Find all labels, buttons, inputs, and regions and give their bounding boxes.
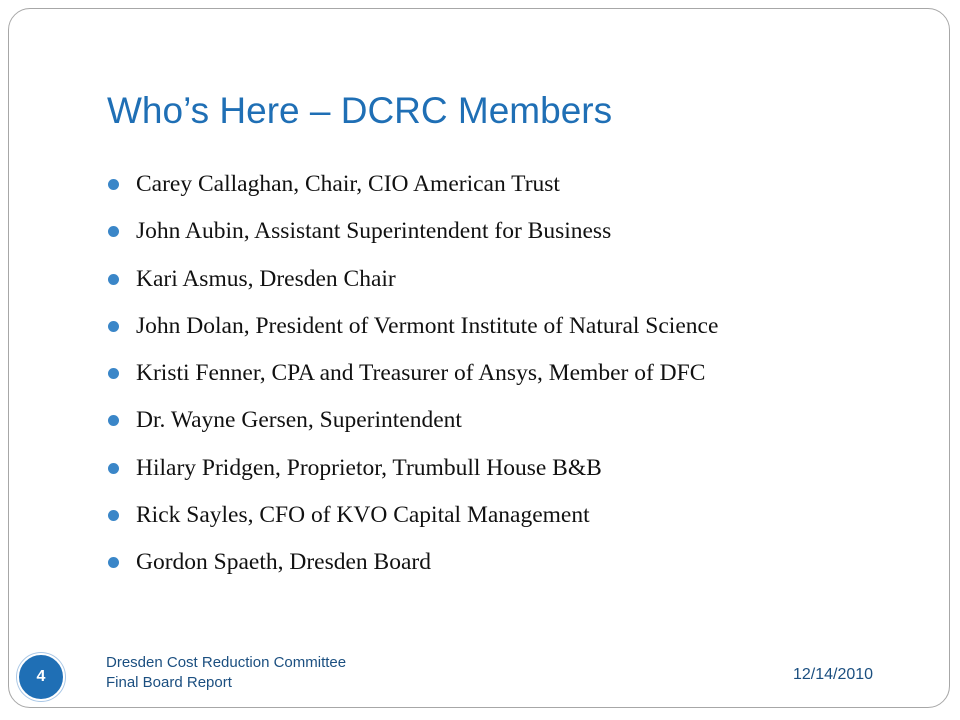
bullet-list	[108, 165, 718, 591]
bullet-text: Rick Sayles, CFO of KVO Capital Management	[136, 502, 590, 529]
list-item	[108, 307, 718, 354]
list-item	[108, 260, 718, 307]
footer-line-1: Dresden Cost Reduction Committee	[106, 654, 347, 671]
list-item	[108, 449, 718, 496]
footer-line-2: Final Board Report	[106, 674, 232, 691]
bullet-dot-icon	[108, 463, 119, 474]
slide-title: Who’s Here – DCRC Members	[107, 90, 613, 131]
list-item	[108, 543, 718, 590]
list-item	[108, 354, 718, 401]
footer-date: 12/14/2010	[793, 666, 874, 683]
list-item	[108, 496, 718, 543]
list-item	[108, 212, 718, 259]
page-number: 4	[36, 668, 46, 685]
bullet-text: Dr. Wayne Gersen, Superintendent	[136, 407, 462, 434]
bullet-text: Kristi Fenner, CPA and Treasurer of Ansys, Member of DFC	[136, 360, 706, 387]
bullet-dot-icon	[108, 321, 119, 332]
bullet-text: Carey Callaghan, Chair, CIO American Trust	[136, 171, 560, 197]
footer-caption	[106, 653, 346, 693]
bullet-text: John Aubin, Assistant Superintendent for Business	[136, 218, 612, 245]
bullet-text: Kari Asmus, Dresden Chair	[136, 265, 396, 292]
bullet-dot-icon	[108, 226, 119, 237]
bullet-dot-icon	[108, 557, 119, 568]
list-item	[108, 165, 718, 212]
list-item	[108, 401, 718, 448]
bullet-dot-icon	[108, 415, 119, 426]
bullet-dot-icon	[108, 510, 119, 521]
bullet-dot-icon	[108, 274, 119, 285]
bullet-text: John Dolan, President of Vermont Institute of Natural Science	[136, 312, 719, 339]
bullet-dot-icon	[108, 179, 119, 190]
bullet-dot-icon	[108, 368, 119, 379]
page-number-badge	[17, 653, 65, 701]
bullet-text: Hilary Pridgen, Proprietor, Trumbull House B&B	[136, 454, 602, 481]
bullet-text: Gordon Spaeth, Dresden Board	[136, 549, 431, 576]
